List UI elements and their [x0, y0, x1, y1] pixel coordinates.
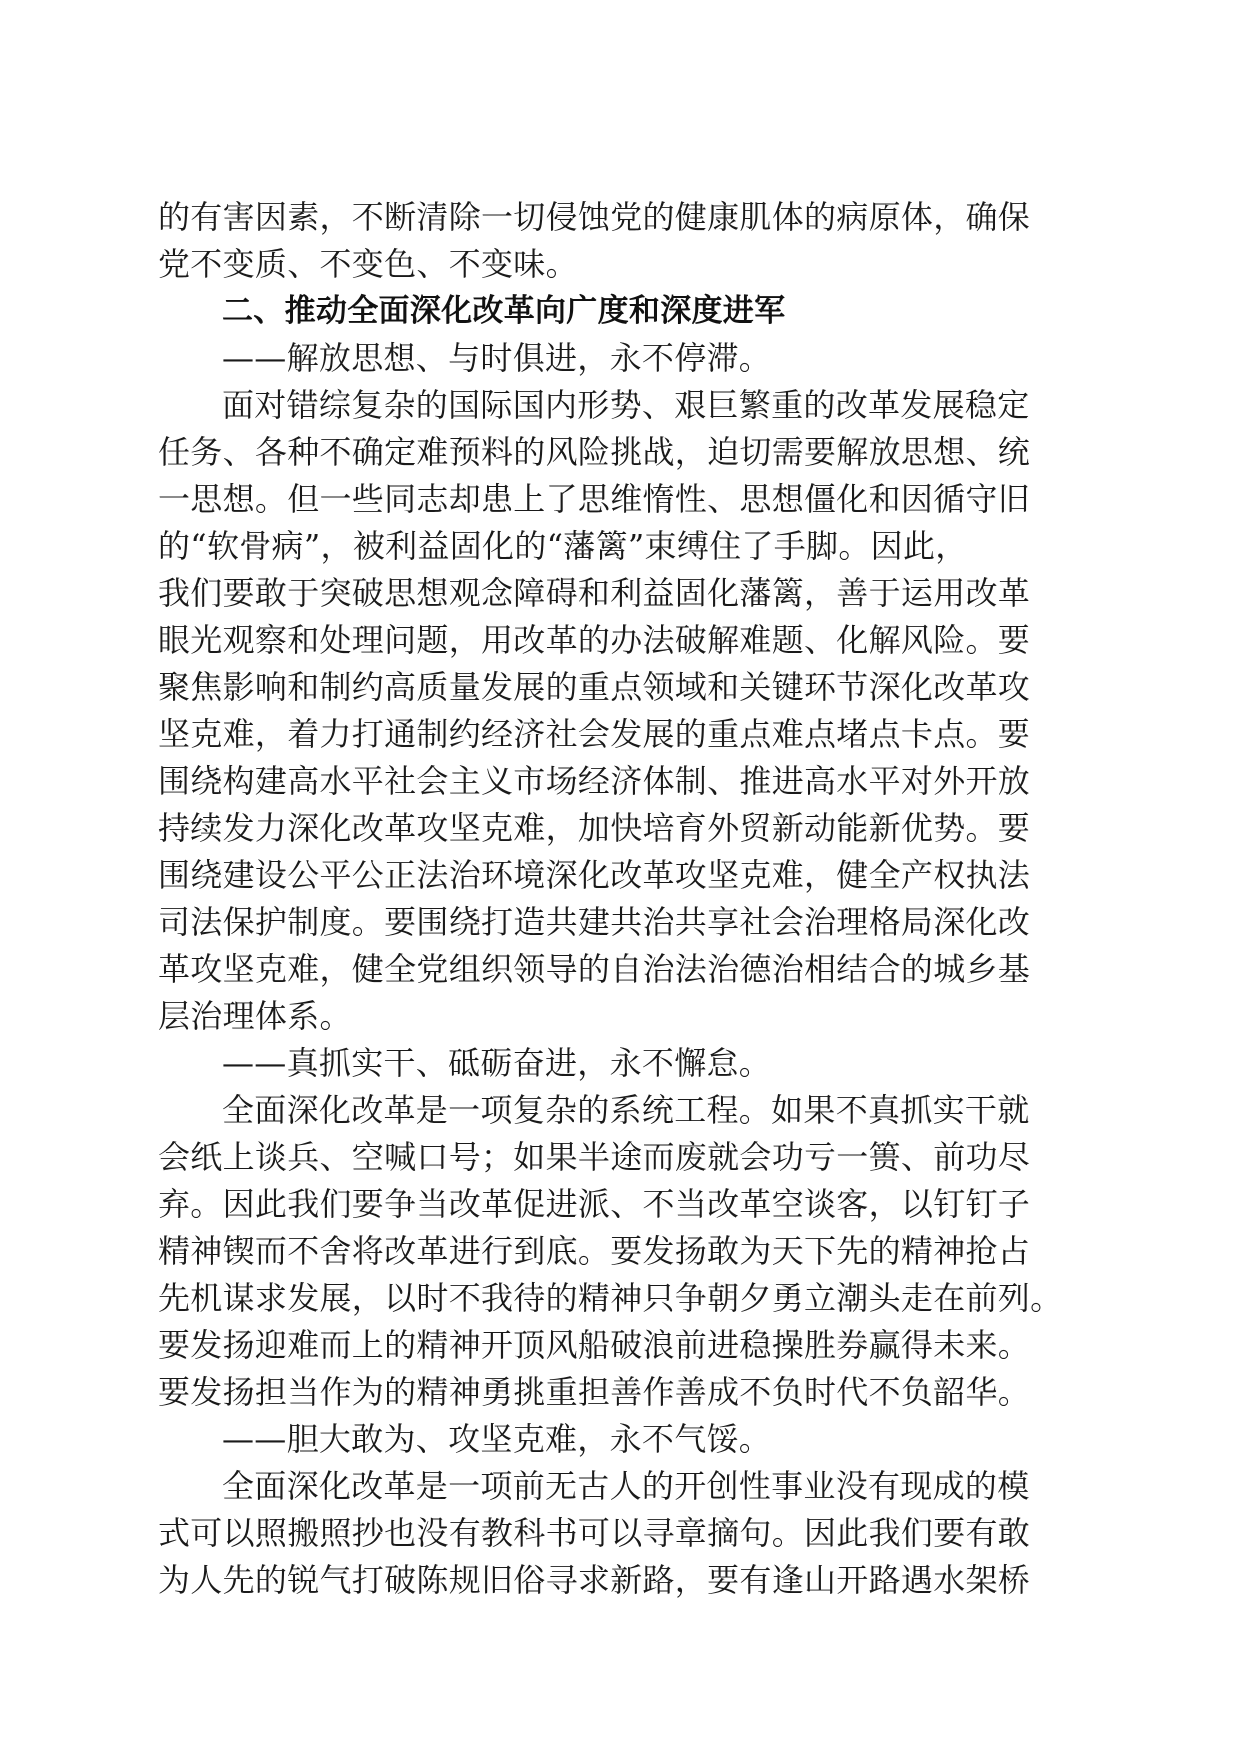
paragraph-first-line: 面对错综复杂的国际国内形势、艰巨繁重的改革发展稳定 — [222, 386, 1030, 424]
text-line: 要发扬担当作为的精神勇挑重担善作善成不负时代不负韶华。 — [158, 1373, 1031, 1411]
text-line: 聚焦影响和制约高质量发展的重点领域和关键环节深化改革攻 — [158, 668, 1031, 706]
text-line: 会纸上谈兵、空喊口号；如果半途而废就会功亏一篑、前功尽 — [158, 1138, 1031, 1176]
text-line: 持续发力深化改革攻坚克难，加快培育外贸新动能新优势。要 — [158, 809, 1031, 847]
paragraph-first-line: 全面深化改革是一项复杂的系统工程。如果不真抓实干就 — [222, 1091, 1030, 1129]
document-page — [158, 194, 1090, 1604]
text-line: 革攻坚克难，健全党组织领导的自治法治德治相结合的城乡基 — [158, 950, 1031, 988]
text-line: 式可以照搬照抄也没有教科书可以寻章摘句。因此我们要有敢 — [158, 1514, 1031, 1552]
text-line: 围绕构建高水平社会主义市场经济体制、推进高水平对外开放 — [158, 762, 1031, 800]
text-line: 先机谋求发展，以时不我待的精神只争朝夕勇立潮头走在前列。 — [158, 1279, 1063, 1317]
text-line: 的有害因素，不断清除一切侵蚀党的健康肌体的病原体，确保 — [158, 198, 1031, 236]
text-line: 为人先的锐气打破陈规旧俗寻求新路，要有逢山开路遇水架桥 — [158, 1561, 1031, 1599]
subsection-title: ——真抓实干、砥砺奋进，永不懈怠。 — [222, 1044, 772, 1082]
text-line: 层治理体系。 — [158, 997, 352, 1035]
text-line: 坚克难，着力打通制约经济社会发展的重点难点堵点卡点。要 — [158, 715, 1031, 753]
text-line: 围绕建设公平公正法治环境深化改革攻坚克难，健全产权执法 — [158, 856, 1031, 894]
text-line: 精神锲而不舍将改革进行到底。要发扬敢为天下先的精神抢占 — [158, 1232, 1031, 1270]
text-line: 我们要敢于突破思想观念障碍和利益固化藩篱，善于运用改革 — [158, 574, 1031, 612]
subsection-title: ——胆大敢为、攻坚克难，永不气馁。 — [222, 1420, 772, 1458]
paragraph-first-line: 全面深化改革是一项前无古人的开创性事业没有现成的模 — [222, 1467, 1030, 1505]
text-line: 任务、各种不确定难预料的风险挑战，迫切需要解放思想、统 — [158, 433, 1031, 471]
text-line: 要发扬迎难而上的精神开顶风船破浪前进稳操胜券赢得未来。 — [158, 1326, 1031, 1364]
text-line: 党不变质、不变色、不变味。 — [158, 245, 578, 283]
subsection-title: ——解放思想、与时俱进，永不停滞。 — [222, 339, 772, 377]
section-heading: 二、推动全面深化改革向广度和深度进军 — [222, 293, 786, 329]
text-line: 司法保护制度。要围绕打造共建共治共享社会治理格局深化改 — [158, 903, 1031, 941]
text-line: 的“软骨病”，被利益固化的“藩篱”束缚住了手脚。因此， — [158, 527, 968, 565]
text-line: 一思想。但一些同志却患上了思维惰性、思想僵化和因循守旧 — [158, 480, 1031, 518]
text-line: 弃。因此我们要争当改革促进派、不当改革空谈客，以钉钉子 — [158, 1185, 1031, 1223]
text-line: 眼光观察和处理问题，用改革的办法破解难题、化解风险。要 — [158, 621, 1031, 659]
